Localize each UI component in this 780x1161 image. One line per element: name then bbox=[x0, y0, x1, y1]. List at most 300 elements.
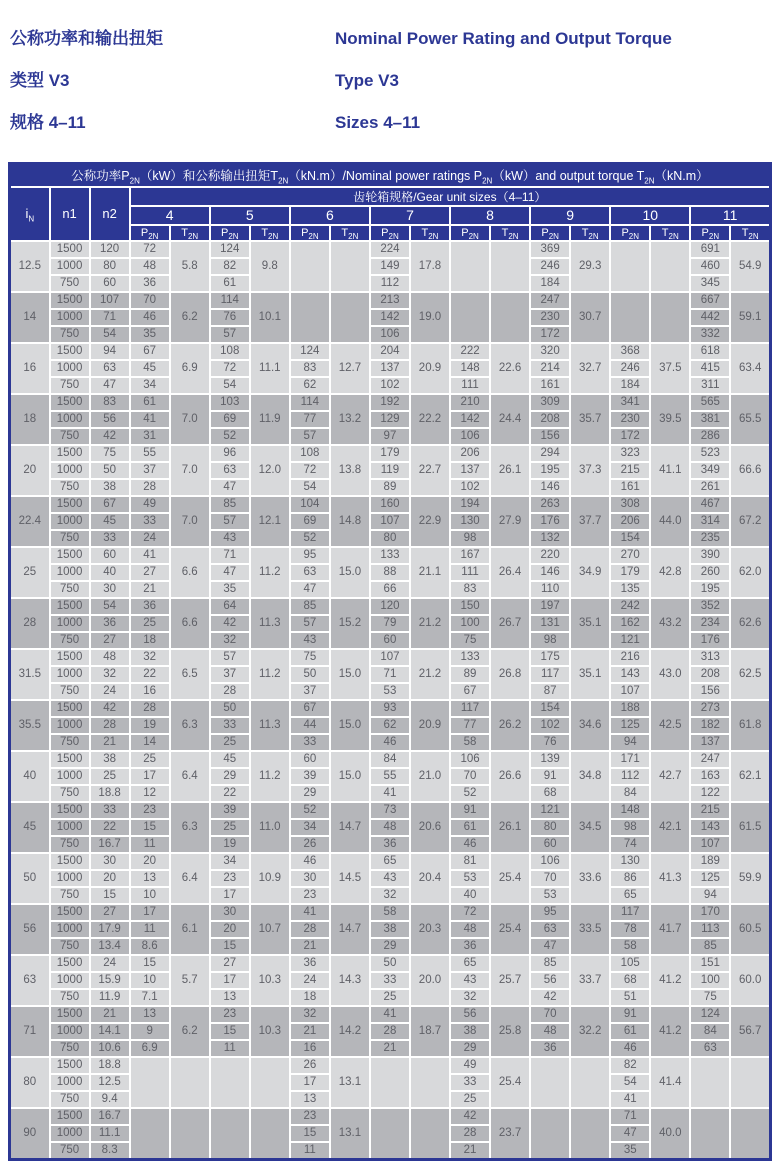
p2n-header-size-11: $P_{2N}$ bbox=[690, 225, 730, 241]
t2n-cell: 5.7 bbox=[170, 955, 210, 1006]
p2n-cell: 13 bbox=[290, 1091, 330, 1108]
p2n-cell: 53 bbox=[450, 870, 490, 887]
t2n-cell-empty bbox=[570, 1057, 610, 1108]
t2n-cell: 11.2 bbox=[250, 751, 290, 802]
p2n-cell: 43 bbox=[210, 530, 250, 547]
p2n-cell: 234 bbox=[690, 615, 730, 632]
p2n-cell: 32 bbox=[210, 632, 250, 649]
t2n-header-size-5: $T_{2N}$ bbox=[250, 225, 290, 241]
p2n-header-size-5: $P_{2N}$ bbox=[210, 225, 250, 241]
n1-cell: 1500 bbox=[50, 802, 90, 819]
ratio-cell: 31.5 bbox=[10, 649, 50, 700]
n1-cell: 750 bbox=[50, 1142, 90, 1160]
t2n-cell: 42.5 bbox=[650, 700, 690, 751]
t2n-cell: 59.9 bbox=[730, 853, 770, 904]
ratio-cell: 50 bbox=[10, 853, 50, 904]
p2n-header-size-7: $P_{2N}$ bbox=[370, 225, 410, 241]
p2n-cell: 83 bbox=[450, 581, 490, 598]
p2n-cell: 65 bbox=[370, 853, 410, 870]
t2n-cell: 11.2 bbox=[250, 649, 290, 700]
n1-cell: 750 bbox=[50, 836, 90, 853]
t2n-cell: 10.9 bbox=[250, 853, 290, 904]
n2-cell: 12.5 bbox=[90, 1074, 130, 1091]
t2n-cell: 42.7 bbox=[650, 751, 690, 802]
p2n-cell: 74 bbox=[610, 836, 650, 853]
t2n-cell-empty bbox=[170, 1057, 210, 1108]
p2n-cell: 172 bbox=[610, 428, 650, 445]
p2n-header-size-6: $P_{2N}$ bbox=[290, 225, 330, 241]
n2-cell: 11.9 bbox=[90, 989, 130, 1006]
col-header-n1: n1 bbox=[50, 187, 90, 241]
t2n-cell: 14.3 bbox=[330, 955, 370, 1006]
t2n-header-size-8: $T_{2N}$ bbox=[490, 225, 530, 241]
n1-cell: 1500 bbox=[50, 292, 90, 309]
p2n-cell: 65 bbox=[610, 887, 650, 904]
t2n-cell: 11.2 bbox=[250, 547, 290, 598]
p2n-cell: 107 bbox=[370, 649, 410, 666]
p2n-cell: 89 bbox=[450, 666, 490, 683]
t2n-cell: 25.8 bbox=[490, 1006, 530, 1057]
t2n-cell: 41.3 bbox=[650, 853, 690, 904]
p2n-cell: 230 bbox=[530, 309, 570, 326]
p2n-cell: 77 bbox=[450, 717, 490, 734]
p2n-cell: 156 bbox=[690, 683, 730, 700]
t2n-cell: 25.4 bbox=[490, 1057, 530, 1108]
n2-cell: 21 bbox=[90, 734, 130, 751]
p2n-cell: 91 bbox=[610, 1006, 650, 1023]
t2n-cell: 41.1 bbox=[650, 445, 690, 496]
p2n-cell: 58 bbox=[370, 904, 410, 921]
n1-cell: 1000 bbox=[50, 717, 90, 734]
table-row bbox=[10, 445, 771, 462]
n1-cell: 750 bbox=[50, 530, 90, 547]
p2n-cell-empty bbox=[370, 1108, 410, 1160]
p2n-cell: 70 bbox=[530, 1006, 570, 1023]
p2n-cell: 50 bbox=[210, 700, 250, 717]
p2n-cell: 163 bbox=[690, 768, 730, 785]
p2n-cell: 45 bbox=[130, 360, 170, 377]
p2n-cell: 18 bbox=[130, 632, 170, 649]
p2n-cell: 309 bbox=[530, 394, 570, 411]
n2-cell: 54 bbox=[90, 326, 130, 343]
p2n-cell: 179 bbox=[610, 564, 650, 581]
p2n-cell: 120 bbox=[370, 598, 410, 615]
p2n-cell: 44 bbox=[290, 717, 330, 734]
p2n-cell: 42 bbox=[530, 989, 570, 1006]
n2-cell: 42 bbox=[90, 428, 130, 445]
t2n-cell: 66.6 bbox=[730, 445, 770, 496]
p2n-cell: 102 bbox=[450, 479, 490, 496]
n1-cell: 750 bbox=[50, 479, 90, 496]
t2n-cell: 22.6 bbox=[490, 343, 530, 394]
p2n-cell: 29 bbox=[290, 785, 330, 802]
t2n-cell: 6.1 bbox=[170, 904, 210, 955]
n2-cell: 8.3 bbox=[90, 1142, 130, 1160]
t2n-cell: 14.7 bbox=[330, 802, 370, 853]
p2n-cell: 107 bbox=[690, 836, 730, 853]
t2n-cell: 61.8 bbox=[730, 700, 770, 751]
n2-cell: 83 bbox=[90, 394, 130, 411]
p2n-cell: 32 bbox=[450, 989, 490, 1006]
p2n-cell: 50 bbox=[290, 666, 330, 683]
p2n-cell: 213 bbox=[370, 292, 410, 309]
p2n-cell: 29 bbox=[370, 938, 410, 955]
p2n-cell: 125 bbox=[690, 870, 730, 887]
n2-cell: 42 bbox=[90, 700, 130, 717]
n1-cell: 1000 bbox=[50, 564, 90, 581]
t2n-cell: 21.2 bbox=[410, 649, 450, 700]
t2n-cell: 34.8 bbox=[570, 751, 610, 802]
p2n-cell: 106 bbox=[450, 428, 490, 445]
ratio-cell: 25 bbox=[10, 547, 50, 598]
p2n-cell: 332 bbox=[690, 326, 730, 343]
p2n-cell: 36 bbox=[290, 955, 330, 972]
t2n-cell-empty bbox=[730, 1108, 770, 1160]
ratio-cell: 80 bbox=[10, 1057, 50, 1108]
t2n-cell: 13.2 bbox=[330, 394, 370, 445]
p2n-cell: 195 bbox=[530, 462, 570, 479]
p2n-cell: 161 bbox=[530, 377, 570, 394]
p2n-cell: 43 bbox=[290, 632, 330, 649]
n1-cell: 1000 bbox=[50, 1074, 90, 1091]
p2n-cell: 129 bbox=[370, 411, 410, 428]
t2n-cell: 62.1 bbox=[730, 751, 770, 802]
n1-cell: 1500 bbox=[50, 241, 90, 258]
n2-cell: 11.1 bbox=[90, 1125, 130, 1142]
table-row bbox=[10, 853, 771, 870]
p2n-cell: 72 bbox=[450, 904, 490, 921]
p2n-cell: 56 bbox=[530, 972, 570, 989]
p2n-cell: 294 bbox=[530, 445, 570, 462]
p2n-cell: 10 bbox=[130, 887, 170, 904]
n2-cell: 50 bbox=[90, 462, 130, 479]
p2n-cell-empty bbox=[530, 1057, 570, 1108]
p2n-cell: 210 bbox=[450, 394, 490, 411]
p2n-cell: 46 bbox=[450, 836, 490, 853]
p2n-cell: 21 bbox=[370, 1040, 410, 1057]
n2-cell: 22 bbox=[90, 819, 130, 836]
n1-cell: 750 bbox=[50, 326, 90, 343]
p2n-cell: 114 bbox=[290, 394, 330, 411]
n2-cell: 14.1 bbox=[90, 1023, 130, 1040]
p2n-cell: 34 bbox=[210, 853, 250, 870]
table-row bbox=[10, 700, 771, 717]
p2n-cell: 77 bbox=[290, 411, 330, 428]
t2n-cell: 33.6 bbox=[570, 853, 610, 904]
t2n-cell: 5.8 bbox=[170, 241, 210, 292]
p2n-cell: 25 bbox=[370, 989, 410, 1006]
p2n-cell: 52 bbox=[450, 785, 490, 802]
n2-cell: 24 bbox=[90, 683, 130, 700]
p2n-cell: 60 bbox=[530, 836, 570, 853]
ratio-cell: 22.4 bbox=[10, 496, 50, 547]
p2n-cell: 93 bbox=[370, 700, 410, 717]
n1-cell: 1000 bbox=[50, 309, 90, 326]
p2n-cell: 67 bbox=[130, 343, 170, 360]
p2n-cell: 20 bbox=[130, 853, 170, 870]
t2n-cell: 35.7 bbox=[570, 394, 610, 445]
n1-cell: 750 bbox=[50, 683, 90, 700]
t2n-cell: 34.5 bbox=[570, 802, 610, 853]
t2n-header-size-11: $T_{2N}$ bbox=[730, 225, 770, 241]
page-title-english bbox=[335, 7, 672, 154]
p2n-cell: 124 bbox=[290, 343, 330, 360]
t2n-cell: 15.0 bbox=[330, 700, 370, 751]
p2n-cell: 189 bbox=[690, 853, 730, 870]
p2n-cell: 88 bbox=[370, 564, 410, 581]
p2n-cell: 54 bbox=[610, 1074, 650, 1091]
t2n-cell: 22.7 bbox=[410, 445, 450, 496]
p2n-cell: 208 bbox=[690, 666, 730, 683]
t2n-cell: 11.3 bbox=[250, 598, 290, 649]
p2n-cell: 28 bbox=[290, 921, 330, 938]
p2n-cell: 75 bbox=[450, 632, 490, 649]
p2n-cell: 247 bbox=[690, 751, 730, 768]
p2n-cell: 47 bbox=[530, 938, 570, 955]
p2n-cell-empty bbox=[450, 292, 490, 343]
p2n-cell: 80 bbox=[370, 530, 410, 547]
n1-cell: 750 bbox=[50, 632, 90, 649]
t2n-header-size-10: $T_{2N}$ bbox=[650, 225, 690, 241]
t2n-cell: 6.4 bbox=[170, 751, 210, 802]
n1-cell: 1000 bbox=[50, 513, 90, 530]
t2n-cell: 7.0 bbox=[170, 496, 210, 547]
p2n-cell: 29 bbox=[450, 1040, 490, 1057]
p2n-cell: 17 bbox=[210, 972, 250, 989]
p2n-cell: 349 bbox=[690, 462, 730, 479]
p2n-cell-empty bbox=[290, 241, 330, 292]
p2n-cell: 27 bbox=[210, 955, 250, 972]
p2n-cell: 64 bbox=[210, 598, 250, 615]
t2n-cell: 56.7 bbox=[730, 1006, 770, 1057]
ratio-cell: 40 bbox=[10, 751, 50, 802]
p2n-cell: 79 bbox=[370, 615, 410, 632]
t2n-header-size-9: $T_{2N}$ bbox=[570, 225, 610, 241]
p2n-cell: 54 bbox=[210, 377, 250, 394]
title-en-line2: Type V3 bbox=[335, 71, 399, 90]
p2n-cell: 70 bbox=[130, 292, 170, 309]
p2n-cell: 235 bbox=[690, 530, 730, 547]
p2n-cell: 25 bbox=[130, 751, 170, 768]
p2n-cell: 70 bbox=[530, 870, 570, 887]
n1-cell: 750 bbox=[50, 1091, 90, 1108]
t2n-cell: 11.1 bbox=[250, 343, 290, 394]
table-row bbox=[10, 1006, 771, 1023]
ratio-cell: 63 bbox=[10, 955, 50, 1006]
n2-cell: 38 bbox=[90, 479, 130, 496]
t2n-cell: 34.6 bbox=[570, 700, 610, 751]
n2-cell: 48 bbox=[90, 649, 130, 666]
p2n-cell: 48 bbox=[530, 1023, 570, 1040]
table-row bbox=[10, 547, 771, 564]
n2-cell: 63 bbox=[90, 360, 130, 377]
t2n-cell: 24.4 bbox=[490, 394, 530, 445]
p2n-cell: 195 bbox=[690, 581, 730, 598]
page-title-chinese bbox=[10, 7, 335, 154]
p2n-cell: 78 bbox=[610, 921, 650, 938]
p2n-cell: 96 bbox=[210, 445, 250, 462]
p2n-cell: 52 bbox=[290, 802, 330, 819]
p2n-cell: 113 bbox=[690, 921, 730, 938]
n2-cell: 27 bbox=[90, 904, 130, 921]
t2n-cell: 27.9 bbox=[490, 496, 530, 547]
p2n-cell: 9 bbox=[130, 1023, 170, 1040]
t2n-cell: 20.0 bbox=[410, 955, 450, 1006]
t2n-cell: 59.1 bbox=[730, 292, 770, 343]
t2n-cell-empty bbox=[250, 1108, 290, 1160]
p2n-cell-empty bbox=[530, 1108, 570, 1160]
p2n-cell: 148 bbox=[450, 360, 490, 377]
n2-cell: 45 bbox=[90, 513, 130, 530]
t2n-cell: 41.4 bbox=[650, 1057, 690, 1108]
t2n-cell-empty bbox=[330, 292, 370, 343]
p2n-cell: 142 bbox=[370, 309, 410, 326]
t2n-header-size-6: $T_{2N}$ bbox=[330, 225, 370, 241]
t2n-cell: 12.7 bbox=[330, 343, 370, 394]
p2n-cell: 84 bbox=[370, 751, 410, 768]
t2n-cell: 39.5 bbox=[650, 394, 690, 445]
p2n-cell: 311 bbox=[690, 377, 730, 394]
t2n-cell: 41.7 bbox=[650, 904, 690, 955]
p2n-cell: 34 bbox=[130, 377, 170, 394]
n1-cell: 750 bbox=[50, 938, 90, 955]
p2n-cell: 208 bbox=[530, 411, 570, 428]
t2n-cell-empty bbox=[730, 1057, 770, 1108]
t2n-cell: 6.2 bbox=[170, 292, 210, 343]
p2n-cell-empty bbox=[690, 1057, 730, 1108]
n2-cell: 15.9 bbox=[90, 972, 130, 989]
t2n-cell-empty bbox=[410, 1057, 450, 1108]
p2n-cell: 52 bbox=[290, 530, 330, 547]
t2n-cell: 26.8 bbox=[490, 649, 530, 700]
t2n-cell: 17.8 bbox=[410, 241, 450, 292]
t2n-cell: 26.1 bbox=[490, 445, 530, 496]
p2n-cell: 61 bbox=[210, 275, 250, 292]
t2n-cell: 20.3 bbox=[410, 904, 450, 955]
p2n-cell: 86 bbox=[610, 870, 650, 887]
p2n-cell: 62 bbox=[290, 377, 330, 394]
ratio-cell: 71 bbox=[10, 1006, 50, 1057]
t2n-cell: 26.4 bbox=[490, 547, 530, 598]
t2n-cell: 10.7 bbox=[250, 904, 290, 955]
p2n-cell: 30 bbox=[290, 870, 330, 887]
p2n-cell: 47 bbox=[210, 479, 250, 496]
p2n-cell: 121 bbox=[610, 632, 650, 649]
p2n-cell: 130 bbox=[450, 513, 490, 530]
t2n-cell: 6.5 bbox=[170, 649, 210, 700]
n1-cell: 750 bbox=[50, 377, 90, 394]
title-zh-line1: 公称功率和输出扭矩 bbox=[10, 29, 163, 48]
p2n-cell: 25 bbox=[450, 1091, 490, 1108]
p2n-cell: 61 bbox=[450, 819, 490, 836]
t2n-cell: 42.1 bbox=[650, 802, 690, 853]
title-en-line3: Sizes 4–11 bbox=[335, 113, 421, 132]
title-zh-line2: 类型 V3 bbox=[10, 71, 70, 90]
p2n-cell: 442 bbox=[690, 309, 730, 326]
p2n-cell: 206 bbox=[610, 513, 650, 530]
p2n-cell: 48 bbox=[450, 921, 490, 938]
t2n-cell: 26.6 bbox=[490, 751, 530, 802]
t2n-cell-empty bbox=[490, 292, 530, 343]
ratio-cell: 35.5 bbox=[10, 700, 50, 751]
table-header bbox=[10, 164, 771, 241]
p2n-cell: 7.1 bbox=[130, 989, 170, 1006]
p2n-header-size-9: $P_{2N}$ bbox=[530, 225, 570, 241]
p2n-cell: 100 bbox=[690, 972, 730, 989]
n2-cell: 9.4 bbox=[90, 1091, 130, 1108]
t2n-cell: 7.0 bbox=[170, 394, 210, 445]
n2-cell: 18.8 bbox=[90, 785, 130, 802]
n2-cell: 60 bbox=[90, 275, 130, 292]
table-row bbox=[10, 1057, 771, 1074]
p2n-cell: 130 bbox=[610, 853, 650, 870]
p2n-cell-empty bbox=[690, 1108, 730, 1160]
p2n-cell: 192 bbox=[370, 394, 410, 411]
p2n-cell: 72 bbox=[290, 462, 330, 479]
p2n-cell: 61 bbox=[130, 394, 170, 411]
p2n-cell: 85 bbox=[690, 938, 730, 955]
ratio-cell: 28 bbox=[10, 598, 50, 649]
t2n-cell: 14.2 bbox=[330, 1006, 370, 1057]
p2n-cell: 55 bbox=[370, 768, 410, 785]
size-header-6: 6 bbox=[290, 206, 370, 225]
p2n-cell: 308 bbox=[610, 496, 650, 513]
p2n-cell: 91 bbox=[450, 802, 490, 819]
p2n-cell: 133 bbox=[370, 547, 410, 564]
n2-cell: 20 bbox=[90, 870, 130, 887]
p2n-cell: 176 bbox=[690, 632, 730, 649]
table-row bbox=[10, 394, 771, 411]
table-row bbox=[10, 904, 771, 921]
p2n-cell: 111 bbox=[450, 377, 490, 394]
t2n-cell: 26.1 bbox=[490, 802, 530, 853]
n1-cell: 750 bbox=[50, 785, 90, 802]
p2n-cell: 11 bbox=[130, 836, 170, 853]
p2n-cell: 33 bbox=[290, 734, 330, 751]
p2n-cell: 46 bbox=[130, 309, 170, 326]
t2n-cell: 67.2 bbox=[730, 496, 770, 547]
p2n-cell: 102 bbox=[370, 377, 410, 394]
p2n-cell: 10 bbox=[130, 972, 170, 989]
t2n-cell: 41.2 bbox=[650, 1006, 690, 1057]
n1-cell: 750 bbox=[50, 275, 90, 292]
t2n-cell: 15.2 bbox=[330, 598, 370, 649]
p2n-cell: 63 bbox=[290, 564, 330, 581]
p2n-cell: 32 bbox=[130, 649, 170, 666]
p2n-cell: 51 bbox=[610, 989, 650, 1006]
p2n-cell: 46 bbox=[370, 734, 410, 751]
p2n-cell: 47 bbox=[290, 581, 330, 598]
p2n-cell: 76 bbox=[530, 734, 570, 751]
p2n-cell: 133 bbox=[450, 649, 490, 666]
t2n-cell-empty bbox=[330, 241, 370, 292]
p2n-cell: 95 bbox=[530, 904, 570, 921]
p2n-cell: 24 bbox=[290, 972, 330, 989]
p2n-cell: 246 bbox=[610, 360, 650, 377]
p2n-cell-empty bbox=[610, 292, 650, 343]
p2n-cell: 369 bbox=[530, 241, 570, 258]
t2n-cell: 60.5 bbox=[730, 904, 770, 955]
table-row bbox=[10, 496, 771, 513]
p2n-cell: 65 bbox=[450, 955, 490, 972]
n2-cell: 94 bbox=[90, 343, 130, 360]
t2n-cell: 25.4 bbox=[490, 904, 530, 955]
t2n-cell-empty bbox=[250, 1057, 290, 1108]
p2n-cell: 28 bbox=[450, 1125, 490, 1142]
p2n-cell: 150 bbox=[450, 598, 490, 615]
title-zh-line3: 规格 4–11 bbox=[10, 113, 86, 132]
n1-cell: 750 bbox=[50, 1040, 90, 1057]
